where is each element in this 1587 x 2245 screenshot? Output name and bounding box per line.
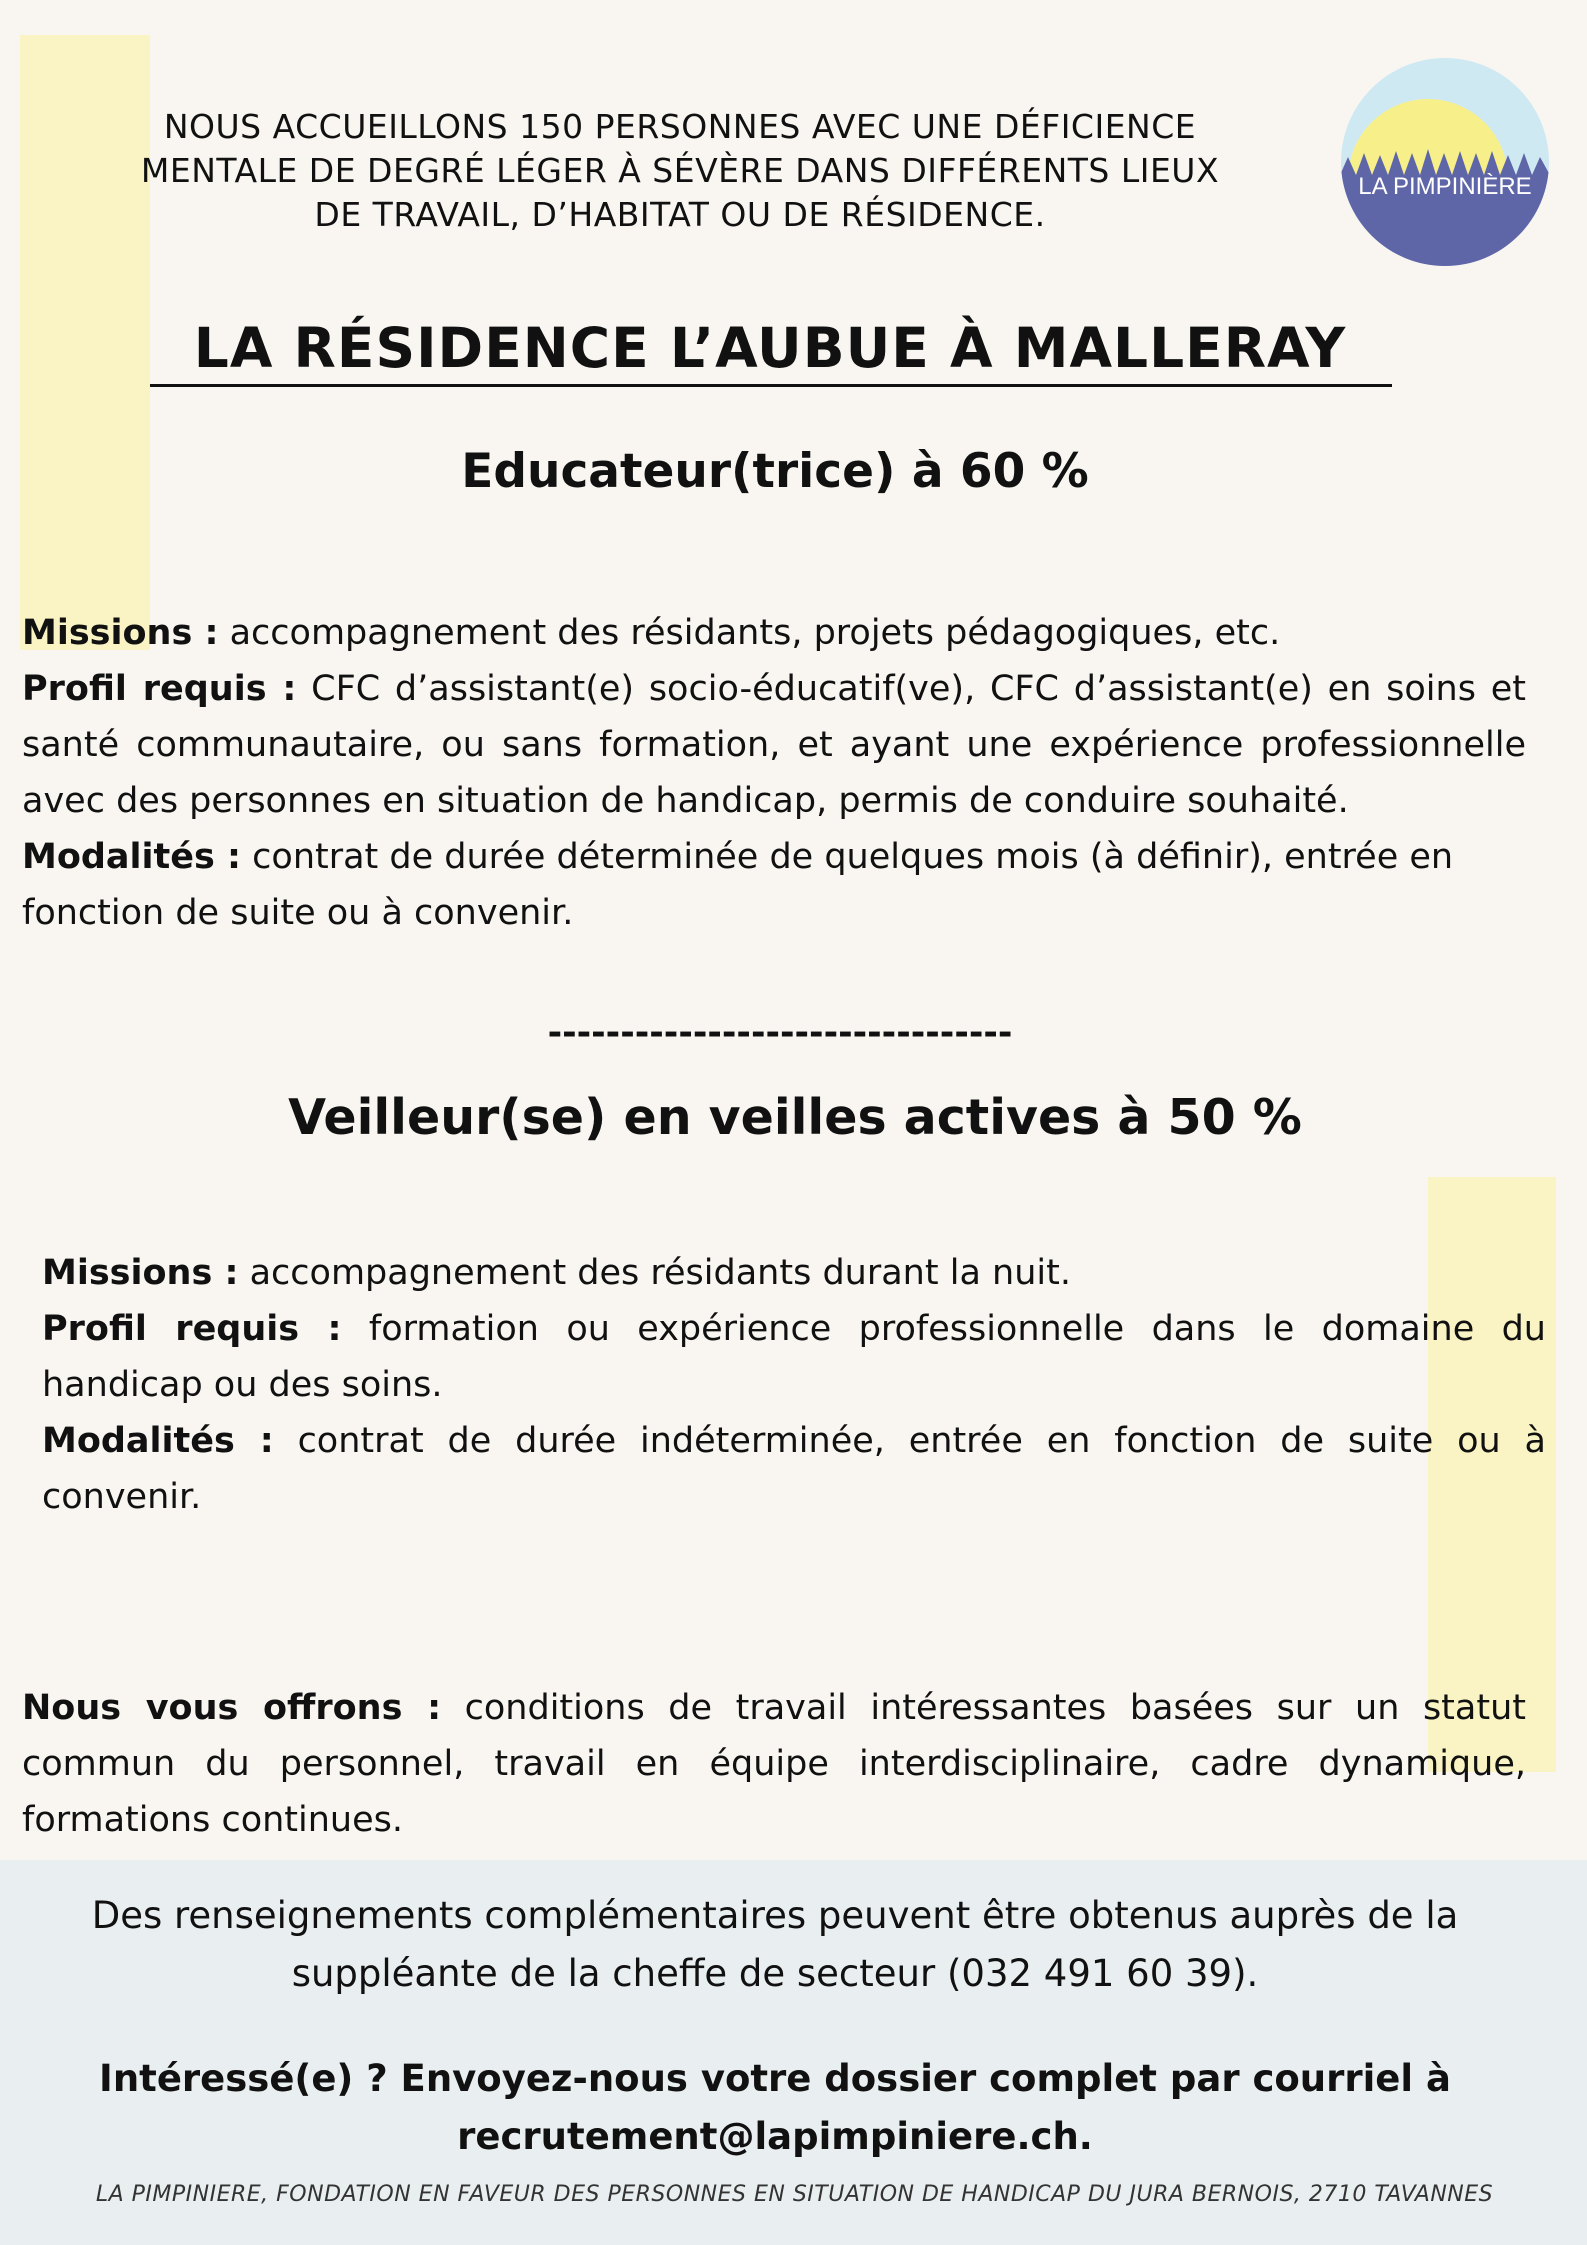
job2-modalites-label: Modalités : <box>42 1421 274 1461</box>
job2-profil-label: Profil requis : <box>42 1309 342 1349</box>
contact-line-1: Des renseignements complémentaires peuvent être obtenus auprès de la <box>91 1894 1459 1937</box>
la-pimpiniere-logo <box>1340 57 1550 267</box>
job2-title: Veilleur(se) en veilles actives à 50 % <box>288 1089 1302 1146</box>
job2-missions <box>42 1245 1546 1301</box>
foundation-footer: LA PIMPINIERE, FONDATION EN FAVEUR DES PERSONNES EN SITUATION DE HANDICAP DU JURA BERNOIS, 2710 TAVANNES <box>95 2182 1494 2207</box>
job2-profil <box>42 1301 1546 1413</box>
apply-call-to-action <box>60 2050 1490 2166</box>
apply-line-1: Intéressé(e) ? Envoyez-nous votre dossier complet par courriel à <box>99 2057 1451 2100</box>
job2-modalites-text: contrat de durée indéterminée, entrée en fonction de suite ou à convenir. <box>42 1421 1546 1517</box>
apply-email[interactable]: recrutement@lapimpiniere.ch. <box>457 2115 1093 2158</box>
job2-profil-text: formation ou expérience professionnelle dans le domaine du handicap ou des soins. <box>42 1309 1546 1405</box>
job1-profil-text: CFC d’assistant(e) socio-éducatif(ve), CFC d’assistant(e) en soins et santé communautaire, ou sans formation, et ayant une expérience professionnelle avec des personnes en situation de handicap, permis de conduire souhaité. <box>22 669 1526 821</box>
job1-profil-label: Profil requis : <box>22 669 297 709</box>
offer-text: conditions de travail intéressantes basées sur un statut commun du personnel, travail en équipe interdisciplinaire, cadre dynamique, formations continues. <box>22 1688 1526 1840</box>
logo-text: LA PIMPINIÈRE <box>1358 173 1532 200</box>
offer-paragraph <box>22 1680 1526 1848</box>
contact-info <box>60 1887 1490 2003</box>
job1-title: Educateur(trice) à 60 % <box>461 444 1089 499</box>
offer <box>22 1680 1526 1848</box>
intro-line-2: MENTALE DE DEGRÉ LÉGER À SÉVÈRE DANS DIFFÉRENTS LIEUX <box>140 151 1220 190</box>
intro-text <box>80 105 1280 237</box>
page-title: LA RÉSIDENCE L’AUBUE À MALLERAY <box>193 316 1347 380</box>
job2-missions-text: accompagnement des résidants durant la nuit. <box>238 1253 1071 1293</box>
intro-line-3: DE TRAVAIL, D’HABITAT OU DE RÉSIDENCE. <box>314 195 1046 234</box>
job1-modalites <box>22 829 1526 941</box>
title-underline <box>150 384 1392 387</box>
contact-line-2: suppléante de la cheffe de secteur (032 491 60 39). <box>291 1952 1259 1995</box>
job2-description <box>42 1245 1546 1525</box>
intro-line-1: NOUS ACCUEILLONS 150 PERSONNES AVEC UNE DÉFICIENCE <box>163 107 1197 146</box>
job1-modalites-text: contrat de durée déterminée de quelques mois (à définir), entrée en fonction de suite ou à convenir. <box>22 837 1454 933</box>
job1-profil <box>22 661 1526 829</box>
job1-missions-text: accompagnement des résidants, projets pédagogiques, etc. <box>218 613 1281 653</box>
job1-description <box>22 605 1526 941</box>
offer-label: Nous vous offrons : <box>22 1688 442 1728</box>
section-separator: -------------------------------- <box>547 1013 1013 1053</box>
job2-modalites <box>42 1413 1546 1525</box>
job1-missions <box>22 605 1526 661</box>
job1-modalites-label: Modalités : <box>22 837 242 877</box>
job2-missions-label: Missions : <box>42 1253 239 1293</box>
job1-missions-label: Missions : <box>22 613 219 653</box>
